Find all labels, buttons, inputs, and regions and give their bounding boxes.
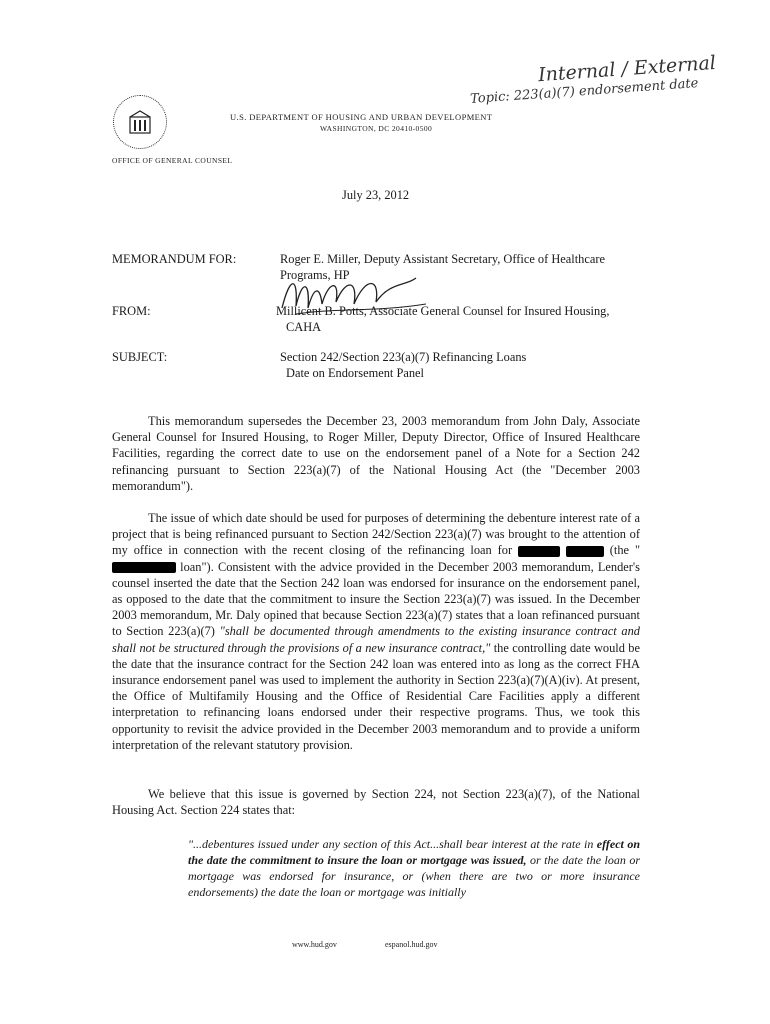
subject-line1: Section 242/Section 223(a)(7) Refinancing Loans: [280, 350, 527, 364]
footer-site-1: www.hud.gov: [292, 940, 337, 949]
department-city: WASHINGTON, DC 20410-0500: [320, 124, 433, 133]
handwritten-note-line1: Internal / External: [537, 51, 717, 87]
paragraph-2-part-b: (the ": [609, 543, 641, 558]
department-name: U.S. DEPARTMENT OF HOUSING AND URBAN DEVELOPMENT: [230, 112, 493, 122]
from-label: FROM:: [112, 304, 151, 318]
redaction-bar: [112, 562, 176, 573]
quote-part-a: "...debentures issued under any section of this Act...shall bear interest at the rate in: [188, 837, 594, 851]
from-value-line1: Millicent B. Potts, Associate General Counsel for Insured Housing,: [276, 304, 610, 318]
memorandum-for-value-line2: Programs, HP: [280, 268, 350, 282]
paragraph-2: [112, 510, 640, 753]
memorandum-for-label: MEMORANDUM FOR:: [112, 252, 237, 266]
office-name: OFFICE OF GENERAL COUNSEL: [112, 156, 233, 165]
memorandum-for-value-line1: Roger E. Miller, Deputy Assistant Secretary, Office of Healthcare: [280, 252, 605, 266]
paragraph-3: [112, 786, 640, 818]
quote-part-c: or the date the loan or mortgage was endorsed for insurance, or (when there are two or more insurance endorsements) the date the loan or mortgage was initially: [188, 853, 640, 899]
paragraph-3-text: We believe that this issue is governed by Section 224, not Section 223(a)(7), of the National Housing Act. Section 224 states that:: [112, 787, 640, 818]
paragraph-2-quote: "shall be documented through amendments to the existing insurance contract and shall not be structured through the provisions of a new insurance contract,": [112, 624, 640, 655]
paragraph-2-part-d: the controlling date would be the date that the insurance contract for the Section 242 loan was entered into as long as the correct FHA insurance endorsement panel was used to implement the authority in Section 223(a)(7)(A)(iv). At present, the Office of Multifamily Housing and the Office of Residential Care Facilities apply a different interpretation to refinancing loans endorsed under their respective programs. Thus, we took this opportunity to revisit the advice provided in the December 2003 memorandum and to provide a uniform interpretation of the relevant statutory provision.: [112, 640, 640, 752]
paragraph-1-text: This memorandum supersedes the December 23, 2003 memorandum from John Daly, Associate General Counsel for Insured Housing, to Roger Miller, Deputy Director, Office of Insured Healthcare Facilities, regarding the correct date to use on the endorsement panel of a Note for a Section 242 refinancing pursuant to Section 223(a)(7) of the National Housing Act (the "December 2003 memorandum").: [112, 414, 640, 493]
redaction-bar: [566, 546, 604, 557]
subject-line2: Date on Endorsement Panel: [286, 366, 424, 380]
subject-label: SUBJECT:: [112, 350, 168, 364]
hud-seal-icon: [113, 95, 167, 149]
memo-date: July 23, 2012: [342, 188, 410, 202]
footer-site-2: espanol.hud.gov: [385, 940, 438, 949]
quote-part-b-emphasis: effect on the date the commitment to insure the loan or mortgage was issued,: [188, 837, 641, 867]
redaction-bar: [518, 546, 560, 557]
paragraph-1: [112, 413, 640, 494]
block-quote: [188, 836, 640, 900]
handwritten-note-line2: Topic: 223(a)(7) endorsement date: [469, 76, 699, 107]
from-value-line2: CAHA: [286, 320, 322, 334]
paragraph-2-part-a: The issue of which date should be used for purposes of determining the debenture interest rate of a project that is being refinanced pursuant to Section 242/Section 223(a)(7) was brought to the attention of my office in connection with the recent closing of the refinancing loan for: [112, 511, 640, 558]
paragraph-2-part-c: loan"). Consistent with the advice provided in the December 2003 memorandum, Lender's counsel inserted the date that the Section 242 loan was endorsed for insurance on the endorsement panel, as opposed to the date that the commitment to insure the Section 223(a)(7) was issued. In the December 2003 memorandum, Mr. Daly opined that because Section 223(a)(7) states that a loan refinanced pursuant to Section 223(a)(7): [112, 559, 640, 639]
